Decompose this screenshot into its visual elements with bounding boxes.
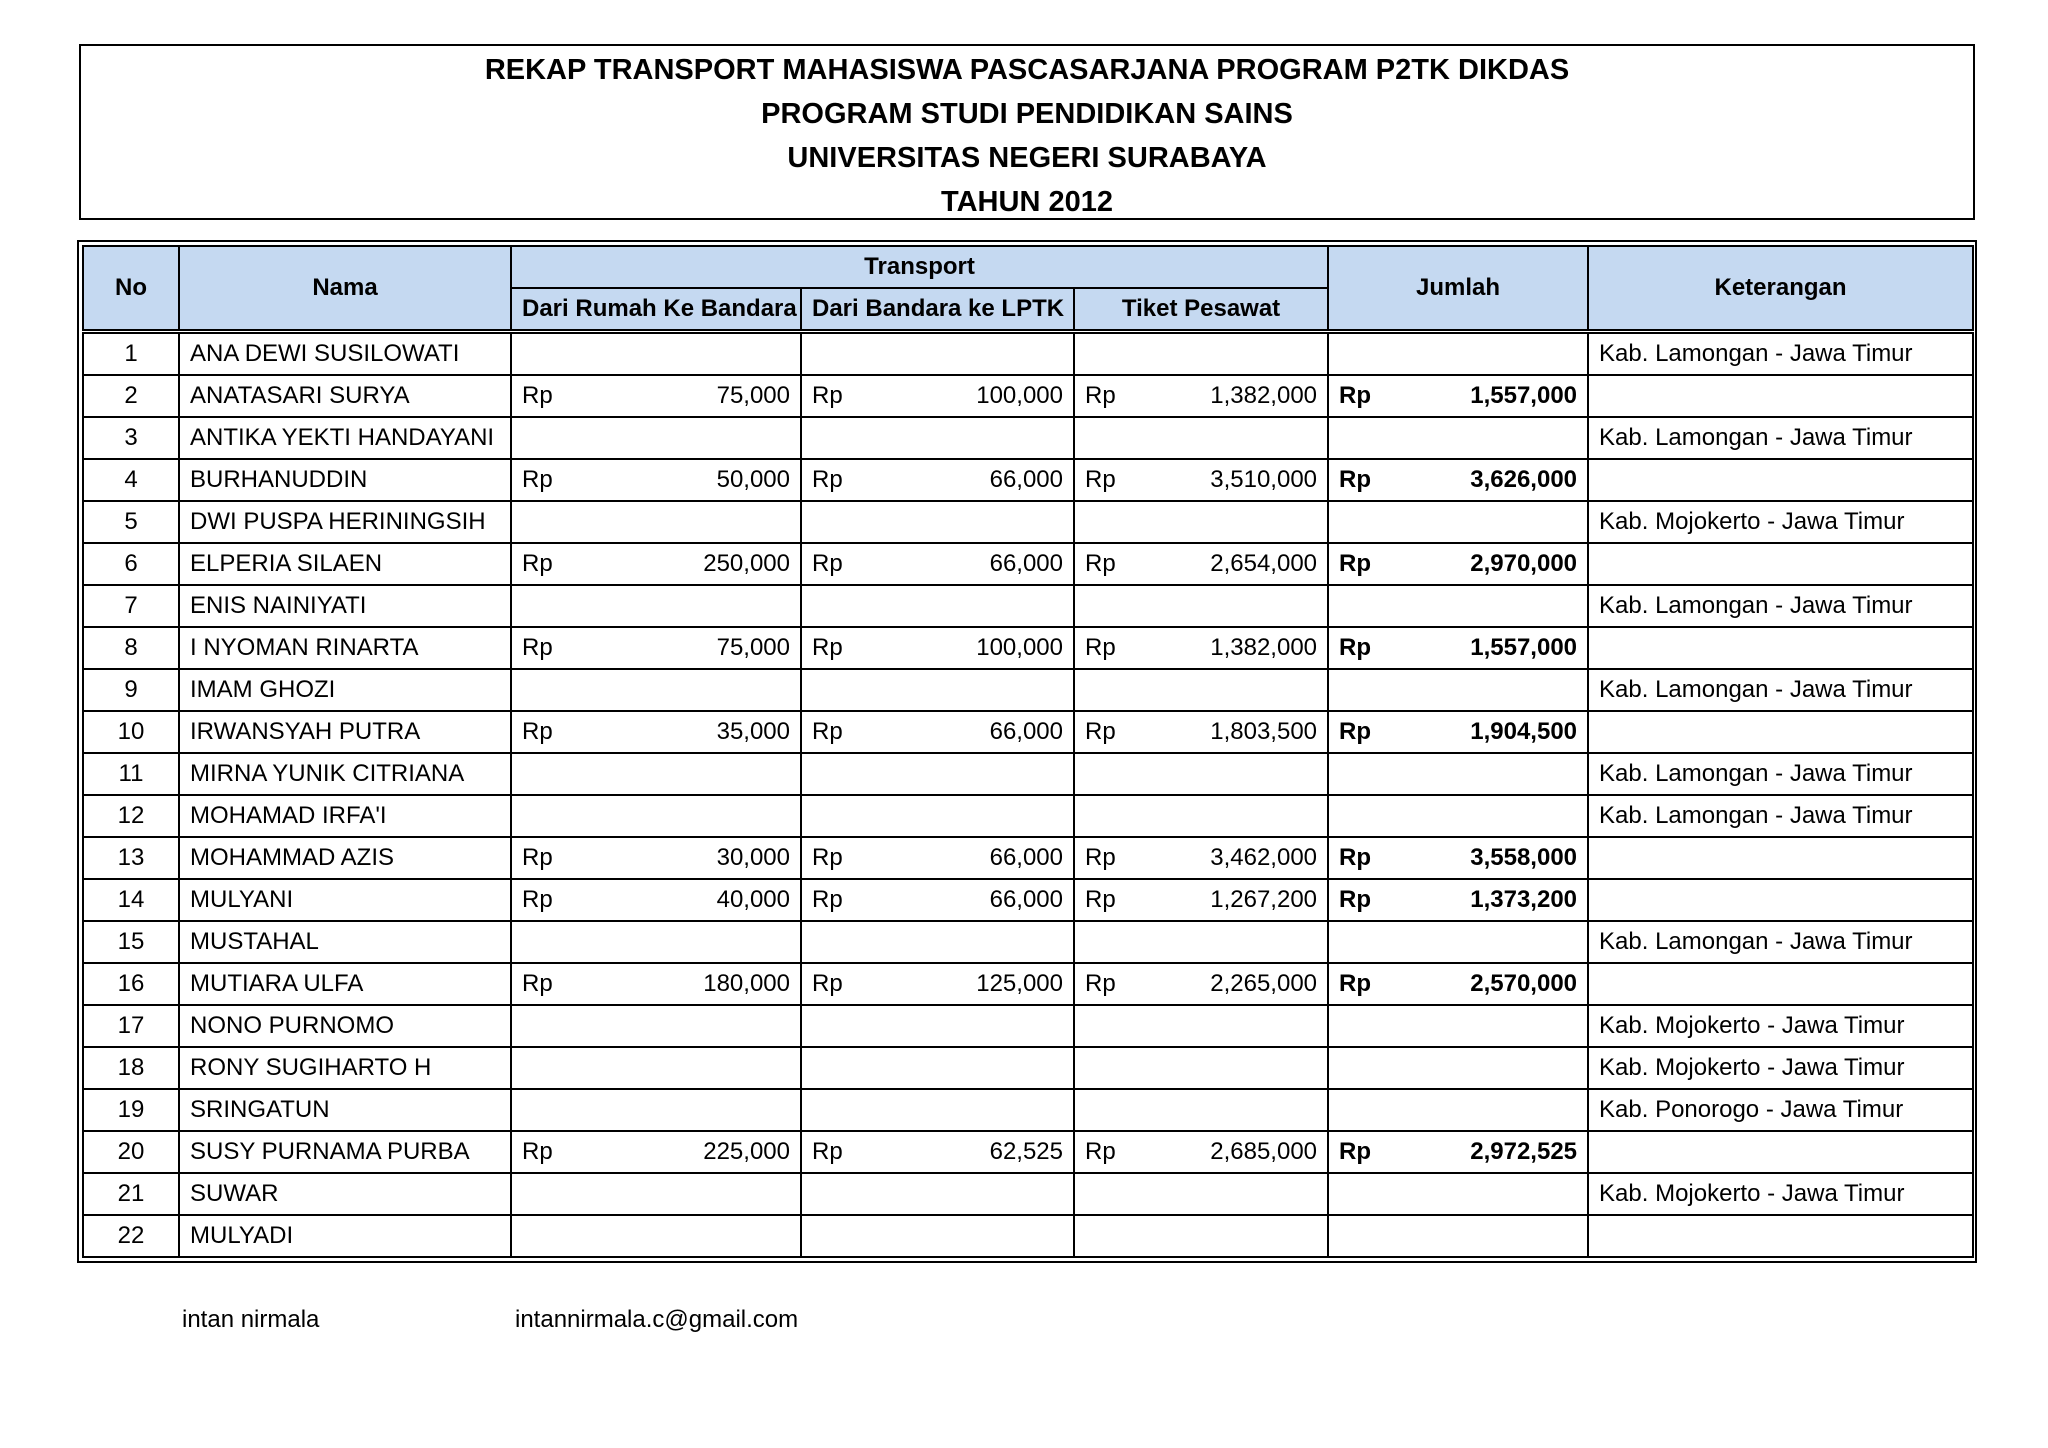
cell-no: 17 bbox=[83, 1005, 179, 1047]
cell-keterangan: Kab. Lamongan - Jawa Timur bbox=[1588, 795, 1973, 837]
cell-keterangan bbox=[1588, 879, 1973, 921]
transport-table bbox=[82, 245, 1974, 1258]
cell-jumlah bbox=[1328, 921, 1588, 963]
currency-label: Rp bbox=[1085, 466, 1116, 493]
cell-rumah-ke-bandara bbox=[511, 669, 801, 711]
cell-bandara-ke-lptk bbox=[801, 1173, 1074, 1215]
cell-rumah-ke-bandara bbox=[511, 1215, 801, 1257]
cell-tiket-pesawat bbox=[1074, 837, 1328, 879]
amount-value: 66,000 bbox=[989, 886, 1063, 913]
amount-value: 66,000 bbox=[989, 550, 1063, 577]
cell-no: 19 bbox=[83, 1089, 179, 1131]
currency-label: Rp bbox=[812, 1138, 843, 1165]
amount-value: 66,000 bbox=[989, 718, 1063, 745]
cell-no: 22 bbox=[83, 1215, 179, 1257]
cell-no: 1 bbox=[83, 332, 179, 376]
amount-value: 40,000 bbox=[716, 886, 790, 913]
cell-jumlah bbox=[1328, 669, 1588, 711]
cell-jumlah bbox=[1328, 1089, 1588, 1131]
amount-value: 1,803,500 bbox=[1210, 718, 1318, 745]
cell-rumah-ke-bandara bbox=[511, 501, 801, 543]
cell-jumlah bbox=[1328, 1131, 1588, 1173]
cell-no: 13 bbox=[83, 837, 179, 879]
cell-nama: MIRNA YUNIK CITRIANA bbox=[179, 753, 511, 795]
cell-keterangan bbox=[1588, 837, 1973, 879]
cell-no: 7 bbox=[83, 585, 179, 627]
cell-no: 2 bbox=[83, 375, 179, 417]
cell-no: 4 bbox=[83, 459, 179, 501]
cell-tiket-pesawat bbox=[1074, 1131, 1328, 1173]
cell-rumah-ke-bandara bbox=[511, 753, 801, 795]
cell-keterangan bbox=[1588, 543, 1973, 585]
cell-no: 11 bbox=[83, 753, 179, 795]
amount-value: 3,558,000 bbox=[1470, 844, 1578, 871]
cell-rumah-ke-bandara bbox=[511, 1089, 801, 1131]
currency-label: Rp bbox=[1085, 886, 1116, 913]
currency-label: Rp bbox=[812, 718, 843, 745]
cell-no: 5 bbox=[83, 501, 179, 543]
amount-value: 125,000 bbox=[976, 970, 1063, 997]
currency-label: Rp bbox=[812, 550, 843, 577]
currency-label: Rp bbox=[1339, 886, 1372, 913]
cell-bandara-ke-lptk bbox=[801, 332, 1074, 376]
table-row bbox=[83, 375, 1973, 417]
cell-nama: NONO PURNOMO bbox=[179, 1005, 511, 1047]
cell-rumah-ke-bandara bbox=[511, 1047, 801, 1089]
cell-no: 3 bbox=[83, 417, 179, 459]
table-row bbox=[83, 753, 1973, 795]
cell-keterangan bbox=[1588, 627, 1973, 669]
currency-label: Rp bbox=[522, 634, 553, 661]
table-row bbox=[83, 837, 1973, 879]
cell-nama: ELPERIA SILAEN bbox=[179, 543, 511, 585]
title-line-4: TAHUN 2012 bbox=[941, 186, 1113, 218]
cell-jumlah bbox=[1328, 1215, 1588, 1257]
cell-nama: MOHAMMAD AZIS bbox=[179, 837, 511, 879]
cell-keterangan: Kab. Lamongan - Jawa Timur bbox=[1588, 332, 1973, 376]
cell-nama: RONY SUGIHARTO H bbox=[179, 1047, 511, 1089]
cell-bandara-ke-lptk bbox=[801, 627, 1074, 669]
cell-bandara-ke-lptk bbox=[801, 375, 1074, 417]
cell-bandara-ke-lptk bbox=[801, 711, 1074, 753]
cell-keterangan bbox=[1588, 459, 1973, 501]
cell-no: 12 bbox=[83, 795, 179, 837]
header-transport: Transport bbox=[511, 246, 1328, 288]
amount-value: 75,000 bbox=[716, 634, 790, 661]
cell-no: 21 bbox=[83, 1173, 179, 1215]
cell-keterangan: Kab. Mojokerto - Jawa Timur bbox=[1588, 1005, 1973, 1047]
cell-bandara-ke-lptk bbox=[801, 669, 1074, 711]
cell-no: 8 bbox=[83, 627, 179, 669]
amount-value: 180,000 bbox=[703, 970, 790, 997]
amount-value: 62,525 bbox=[989, 1138, 1063, 1165]
cell-rumah-ke-bandara bbox=[511, 332, 801, 376]
amount-value: 1,904,500 bbox=[1470, 718, 1578, 745]
title-line-3: UNIVERSITAS NEGERI SURABAYA bbox=[787, 142, 1267, 174]
amount-value: 225,000 bbox=[703, 1138, 790, 1165]
footer-author-name: intan nirmala bbox=[182, 1306, 320, 1333]
currency-label: Rp bbox=[1085, 970, 1116, 997]
currency-label: Rp bbox=[1085, 844, 1116, 871]
cell-nama: SUSY PURNAMA PURBA bbox=[179, 1131, 511, 1173]
table-row bbox=[83, 543, 1973, 585]
cell-bandara-ke-lptk bbox=[801, 501, 1074, 543]
cell-bandara-ke-lptk bbox=[801, 921, 1074, 963]
cell-keterangan: Kab. Ponorogo - Jawa Timur bbox=[1588, 1089, 1973, 1131]
amount-value: 1,373,200 bbox=[1470, 886, 1578, 913]
cell-nama: IRWANSYAH PUTRA bbox=[179, 711, 511, 753]
cell-jumlah bbox=[1328, 332, 1588, 376]
cell-jumlah bbox=[1328, 837, 1588, 879]
amount-value: 3,462,000 bbox=[1210, 844, 1318, 871]
cell-tiket-pesawat bbox=[1074, 1005, 1328, 1047]
cell-nama: BURHANUDDIN bbox=[179, 459, 511, 501]
cell-nama: ANATASARI SURYA bbox=[179, 375, 511, 417]
cell-rumah-ke-bandara bbox=[511, 1131, 801, 1173]
cell-jumlah bbox=[1328, 543, 1588, 585]
cell-keterangan: Kab. Lamongan - Jawa Timur bbox=[1588, 585, 1973, 627]
footer-author-email: intannirmala.c@gmail.com bbox=[515, 1306, 799, 1333]
title-line-2: PROGRAM STUDI PENDIDIKAN SAINS bbox=[761, 98, 1293, 130]
currency-label: Rp bbox=[1085, 550, 1116, 577]
amount-value: 30,000 bbox=[716, 844, 790, 871]
cell-keterangan bbox=[1588, 963, 1973, 1005]
cell-rumah-ke-bandara bbox=[511, 543, 801, 585]
header-nama: Nama bbox=[179, 246, 511, 332]
cell-jumlah bbox=[1328, 585, 1588, 627]
document-title-box bbox=[79, 44, 1975, 220]
cell-nama: MOHAMAD IRFA'I bbox=[179, 795, 511, 837]
cell-rumah-ke-bandara bbox=[511, 627, 801, 669]
amount-value: 3,626,000 bbox=[1470, 466, 1578, 493]
cell-bandara-ke-lptk bbox=[801, 963, 1074, 1005]
cell-jumlah bbox=[1328, 1005, 1588, 1047]
cell-keterangan: Kab. Lamongan - Jawa Timur bbox=[1588, 669, 1973, 711]
cell-keterangan: Kab. Mojokerto - Jawa Timur bbox=[1588, 501, 1973, 543]
cell-bandara-ke-lptk bbox=[801, 459, 1074, 501]
cell-nama: ANTIKA YEKTI HANDAYANI bbox=[179, 417, 511, 459]
cell-keterangan bbox=[1588, 711, 1973, 753]
currency-label: Rp bbox=[522, 1138, 553, 1165]
table-row bbox=[83, 963, 1973, 1005]
cell-no: 15 bbox=[83, 921, 179, 963]
amount-value: 2,265,000 bbox=[1210, 970, 1318, 997]
cell-nama: MUTIARA ULFA bbox=[179, 963, 511, 1005]
currency-label: Rp bbox=[1339, 844, 1372, 871]
table-row bbox=[83, 711, 1973, 753]
cell-no: 9 bbox=[83, 669, 179, 711]
currency-label: Rp bbox=[1339, 1138, 1372, 1165]
currency-label: Rp bbox=[1085, 1138, 1116, 1165]
cell-bandara-ke-lptk bbox=[801, 837, 1074, 879]
currency-label: Rp bbox=[1339, 382, 1372, 409]
cell-rumah-ke-bandara bbox=[511, 711, 801, 753]
cell-nama: DWI PUSPA HERININGSIH bbox=[179, 501, 511, 543]
amount-value: 100,000 bbox=[976, 382, 1063, 409]
cell-tiket-pesawat bbox=[1074, 1173, 1328, 1215]
cell-jumlah bbox=[1328, 501, 1588, 543]
cell-tiket-pesawat bbox=[1074, 963, 1328, 1005]
cell-bandara-ke-lptk bbox=[801, 585, 1074, 627]
currency-label: Rp bbox=[812, 886, 843, 913]
cell-nama: I NYOMAN RINARTA bbox=[179, 627, 511, 669]
cell-tiket-pesawat bbox=[1074, 543, 1328, 585]
cell-bandara-ke-lptk bbox=[801, 1131, 1074, 1173]
cell-tiket-pesawat bbox=[1074, 501, 1328, 543]
title-line-1: REKAP TRANSPORT MAHASISWA PASCASARJANA PROGRAM P2TK DIKDAS bbox=[484, 54, 1570, 86]
cell-tiket-pesawat bbox=[1074, 753, 1328, 795]
cell-tiket-pesawat bbox=[1074, 879, 1328, 921]
cell-rumah-ke-bandara bbox=[511, 795, 801, 837]
cell-nama: SRINGATUN bbox=[179, 1089, 511, 1131]
cell-tiket-pesawat bbox=[1074, 332, 1328, 376]
transport-table-frame bbox=[77, 240, 1977, 1263]
table-row bbox=[83, 585, 1973, 627]
amount-value: 1,557,000 bbox=[1470, 382, 1578, 409]
currency-label: Rp bbox=[812, 382, 843, 409]
cell-bandara-ke-lptk bbox=[801, 543, 1074, 585]
table-row bbox=[83, 501, 1973, 543]
amount-value: 75,000 bbox=[716, 382, 790, 409]
header-rumah-ke-bandara: Dari Rumah Ke Bandara bbox=[511, 288, 801, 332]
cell-tiket-pesawat bbox=[1074, 1215, 1328, 1257]
cell-jumlah bbox=[1328, 963, 1588, 1005]
cell-no: 6 bbox=[83, 543, 179, 585]
table-row bbox=[83, 669, 1973, 711]
table-row bbox=[83, 879, 1973, 921]
cell-rumah-ke-bandara bbox=[511, 837, 801, 879]
cell-tiket-pesawat bbox=[1074, 627, 1328, 669]
cell-keterangan bbox=[1588, 375, 1973, 417]
cell-tiket-pesawat bbox=[1074, 795, 1328, 837]
cell-nama: MUSTAHAL bbox=[179, 921, 511, 963]
amount-value: 1,557,000 bbox=[1470, 634, 1578, 661]
currency-label: Rp bbox=[1339, 466, 1372, 493]
cell-rumah-ke-bandara bbox=[511, 417, 801, 459]
amount-value: 250,000 bbox=[703, 550, 790, 577]
currency-label: Rp bbox=[1085, 382, 1116, 409]
cell-rumah-ke-bandara bbox=[511, 921, 801, 963]
cell-keterangan bbox=[1588, 1215, 1973, 1257]
cell-tiket-pesawat bbox=[1074, 375, 1328, 417]
cell-no: 10 bbox=[83, 711, 179, 753]
cell-jumlah bbox=[1328, 1173, 1588, 1215]
cell-jumlah bbox=[1328, 711, 1588, 753]
table-row bbox=[83, 1047, 1973, 1089]
amount-value: 100,000 bbox=[976, 634, 1063, 661]
table-row bbox=[83, 332, 1973, 376]
cell-bandara-ke-lptk bbox=[801, 1047, 1074, 1089]
cell-bandara-ke-lptk bbox=[801, 1089, 1074, 1131]
table-row bbox=[83, 1089, 1973, 1131]
cell-tiket-pesawat bbox=[1074, 459, 1328, 501]
currency-label: Rp bbox=[812, 466, 843, 493]
cell-bandara-ke-lptk bbox=[801, 879, 1074, 921]
table-row bbox=[83, 459, 1973, 501]
cell-jumlah bbox=[1328, 627, 1588, 669]
amount-value: 66,000 bbox=[989, 844, 1063, 871]
table-row bbox=[83, 417, 1973, 459]
amount-value: 66,000 bbox=[989, 466, 1063, 493]
amount-value: 2,570,000 bbox=[1470, 970, 1578, 997]
cell-rumah-ke-bandara bbox=[511, 879, 801, 921]
cell-rumah-ke-bandara bbox=[511, 1005, 801, 1047]
cell-rumah-ke-bandara bbox=[511, 459, 801, 501]
cell-keterangan: Kab. Lamongan - Jawa Timur bbox=[1588, 417, 1973, 459]
currency-label: Rp bbox=[522, 382, 553, 409]
currency-label: Rp bbox=[1339, 718, 1372, 745]
cell-jumlah bbox=[1328, 795, 1588, 837]
cell-bandara-ke-lptk bbox=[801, 753, 1074, 795]
currency-label: Rp bbox=[1085, 718, 1116, 745]
cell-tiket-pesawat bbox=[1074, 669, 1328, 711]
currency-label: Rp bbox=[522, 550, 553, 577]
cell-tiket-pesawat bbox=[1074, 417, 1328, 459]
amount-value: 35,000 bbox=[716, 718, 790, 745]
cell-tiket-pesawat bbox=[1074, 1047, 1328, 1089]
currency-label: Rp bbox=[1085, 634, 1116, 661]
cell-rumah-ke-bandara bbox=[511, 585, 801, 627]
cell-jumlah bbox=[1328, 879, 1588, 921]
table-body bbox=[83, 332, 1973, 1258]
cell-keterangan: Kab. Lamongan - Jawa Timur bbox=[1588, 753, 1973, 795]
amount-value: 2,972,525 bbox=[1470, 1138, 1578, 1165]
header-bandara-ke-lptk: Dari Bandara ke LPTK bbox=[801, 288, 1074, 332]
cell-tiket-pesawat bbox=[1074, 585, 1328, 627]
header-keterangan: Keterangan bbox=[1588, 246, 1973, 332]
header-tiket-pesawat: Tiket Pesawat bbox=[1074, 288, 1328, 332]
cell-keterangan bbox=[1588, 1131, 1973, 1173]
cell-no: 18 bbox=[83, 1047, 179, 1089]
amount-value: 1,267,200 bbox=[1210, 886, 1318, 913]
amount-value: 1,382,000 bbox=[1210, 634, 1318, 661]
table-row bbox=[83, 795, 1973, 837]
currency-label: Rp bbox=[522, 466, 553, 493]
table-row bbox=[83, 921, 1973, 963]
cell-tiket-pesawat bbox=[1074, 711, 1328, 753]
header-jumlah: Jumlah bbox=[1328, 246, 1588, 332]
cell-no: 14 bbox=[83, 879, 179, 921]
amount-value: 1,382,000 bbox=[1210, 382, 1318, 409]
currency-label: Rp bbox=[522, 886, 553, 913]
cell-rumah-ke-bandara bbox=[511, 1173, 801, 1215]
cell-rumah-ke-bandara bbox=[511, 375, 801, 417]
currency-label: Rp bbox=[522, 970, 553, 997]
table-row bbox=[83, 1173, 1973, 1215]
cell-bandara-ke-lptk bbox=[801, 1215, 1074, 1257]
cell-tiket-pesawat bbox=[1074, 921, 1328, 963]
cell-nama: SUWAR bbox=[179, 1173, 511, 1215]
cell-rumah-ke-bandara bbox=[511, 963, 801, 1005]
currency-label: Rp bbox=[522, 844, 553, 871]
cell-nama: ANA DEWI SUSILOWATI bbox=[179, 332, 511, 376]
cell-bandara-ke-lptk bbox=[801, 795, 1074, 837]
table-row bbox=[83, 627, 1973, 669]
table-row bbox=[83, 1215, 1973, 1257]
currency-label: Rp bbox=[812, 970, 843, 997]
currency-label: Rp bbox=[1339, 970, 1372, 997]
currency-label: Rp bbox=[1339, 634, 1372, 661]
currency-label: Rp bbox=[522, 718, 553, 745]
cell-jumlah bbox=[1328, 375, 1588, 417]
cell-nama: ENIS NAINIYATI bbox=[179, 585, 511, 627]
amount-value: 50,000 bbox=[716, 466, 790, 493]
cell-jumlah bbox=[1328, 417, 1588, 459]
amount-value: 2,654,000 bbox=[1210, 550, 1318, 577]
header-no: No bbox=[83, 246, 179, 332]
amount-value: 2,685,000 bbox=[1210, 1138, 1318, 1165]
cell-nama: MULYADI bbox=[179, 1215, 511, 1257]
currency-label: Rp bbox=[1339, 550, 1372, 577]
cell-keterangan: Kab. Mojokerto - Jawa Timur bbox=[1588, 1173, 1973, 1215]
cell-bandara-ke-lptk bbox=[801, 1005, 1074, 1047]
table-row bbox=[83, 1005, 1973, 1047]
cell-no: 20 bbox=[83, 1131, 179, 1173]
cell-jumlah bbox=[1328, 459, 1588, 501]
amount-value: 3,510,000 bbox=[1210, 466, 1318, 493]
cell-no: 16 bbox=[83, 963, 179, 1005]
cell-bandara-ke-lptk bbox=[801, 417, 1074, 459]
currency-label: Rp bbox=[812, 634, 843, 661]
cell-nama: MULYANI bbox=[179, 879, 511, 921]
currency-label: Rp bbox=[812, 844, 843, 871]
cell-tiket-pesawat bbox=[1074, 1089, 1328, 1131]
cell-jumlah bbox=[1328, 753, 1588, 795]
cell-keterangan: Kab. Lamongan - Jawa Timur bbox=[1588, 921, 1973, 963]
cell-jumlah bbox=[1328, 1047, 1588, 1089]
cell-keterangan: Kab. Mojokerto - Jawa Timur bbox=[1588, 1047, 1973, 1089]
amount-value: 2,970,000 bbox=[1470, 550, 1578, 577]
cell-nama: IMAM GHOZI bbox=[179, 669, 511, 711]
table-row bbox=[83, 1131, 1973, 1173]
